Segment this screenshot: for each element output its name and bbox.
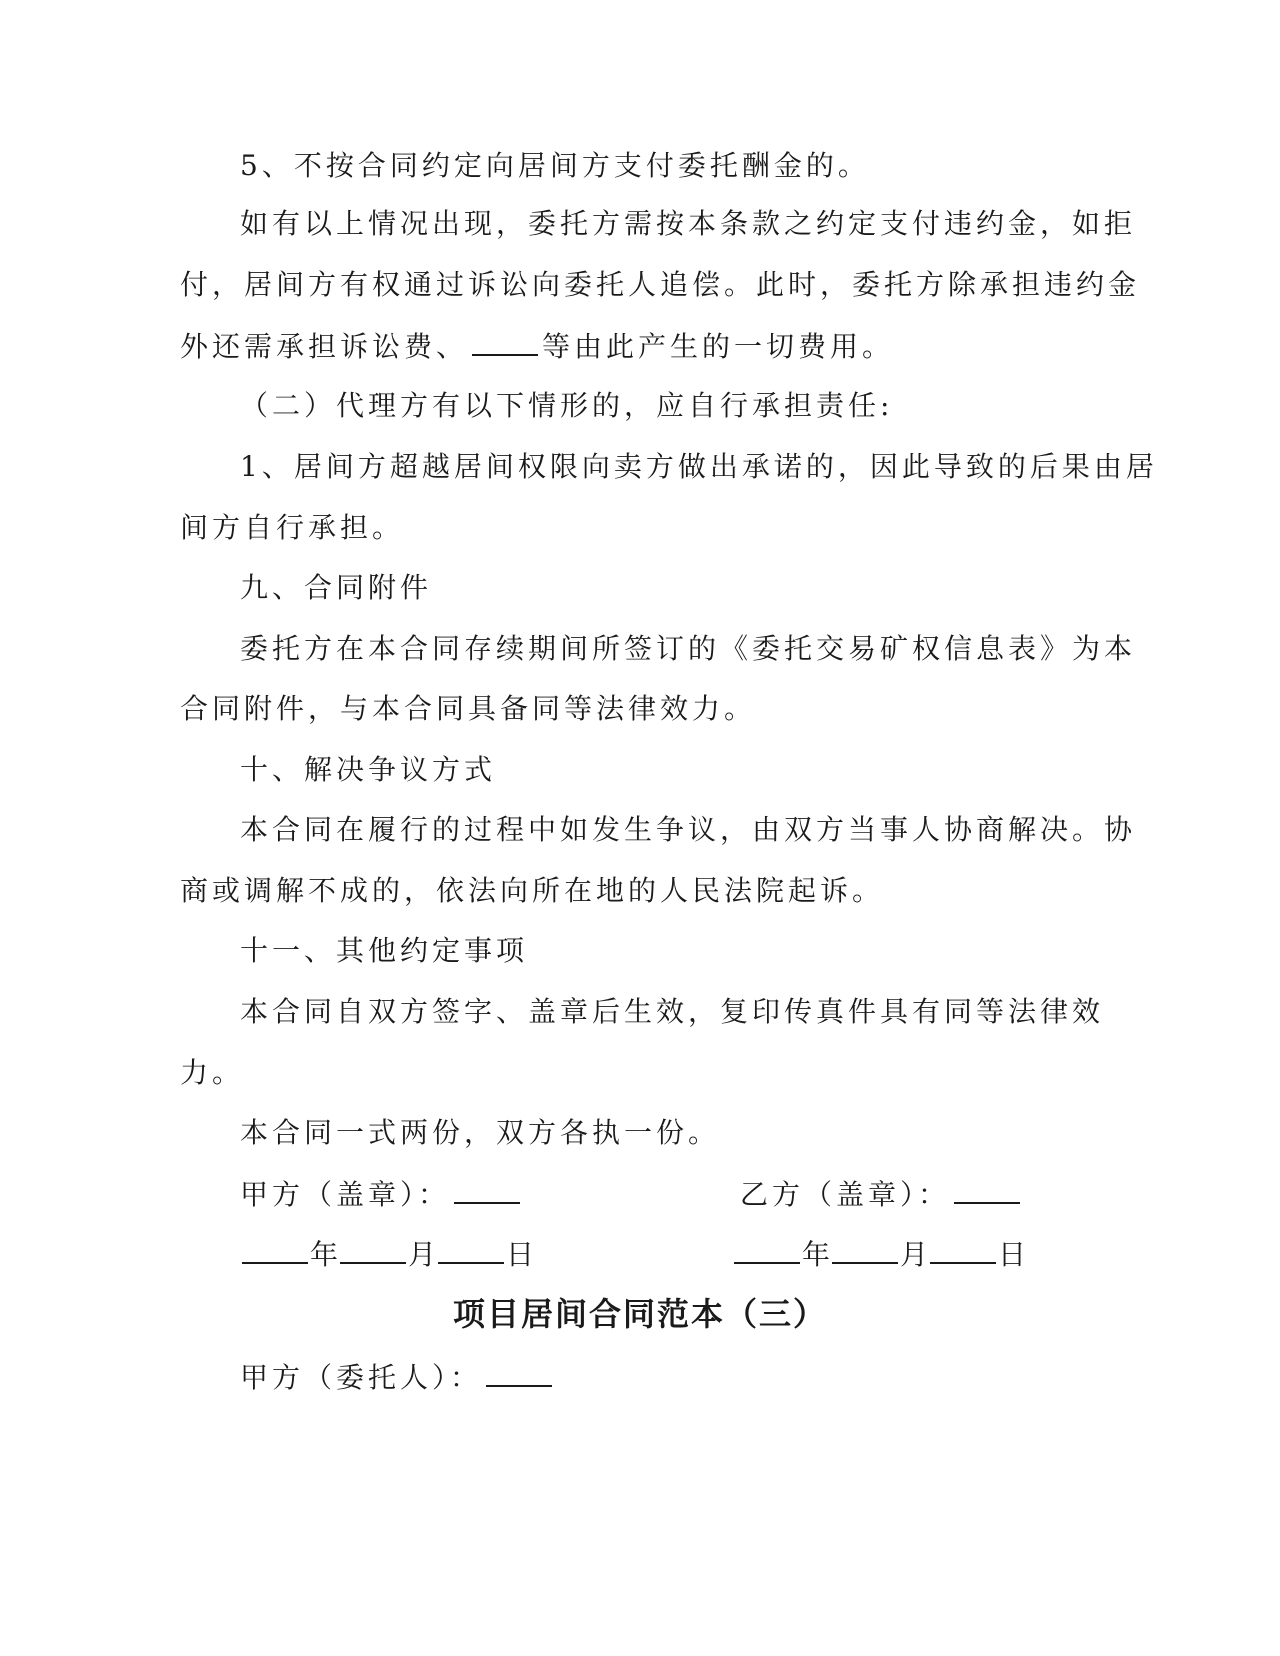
paragraph-line: 本合同自双方签字、盖章后生效，复印传真件具有同等法律效 <box>240 995 1105 1028</box>
day-blank <box>438 1234 504 1264</box>
paragraph-line: 委托方在本合同存续期间所签订的《委托交易矿权信息表》为本 <box>240 632 1137 665</box>
month-label: 月 <box>408 1238 437 1271</box>
month-label: 月 <box>900 1238 929 1271</box>
section-heading-11: 十一、其他约定事项 <box>240 934 529 967</box>
sub-clause-heading: （二）代理方有以下情形的，应自行承担责任: <box>240 389 894 422</box>
month-blank <box>832 1234 898 1264</box>
party-a-client-line <box>240 1357 556 1398</box>
party-a-label: 甲方（盖章）： <box>240 1178 451 1211</box>
party-b-date-line <box>732 1234 1026 1275</box>
section-heading-10: 十、解决争议方式 <box>240 753 497 786</box>
fill-in-blank <box>454 1174 520 1204</box>
month-blank <box>340 1234 406 1264</box>
paragraph-line: 付，居间方有权通过诉讼向委托人追偿。此时，委托方除承担违约金 <box>180 268 1141 301</box>
clause-item-5: 5、不按合同约定向居间方支付委托酬金的。 <box>240 149 870 182</box>
day-label: 日 <box>998 1238 1027 1271</box>
paragraph-line: 间方自行承担。 <box>180 511 405 544</box>
fill-in-blank <box>486 1357 552 1387</box>
paragraph-text: 等由此产生的一切费用。 <box>542 330 895 363</box>
paragraph-line: 本合同在履行的过程中如发生争议，由双方当事人协商解决。协 <box>240 813 1137 846</box>
year-label: 年 <box>802 1238 831 1271</box>
day-blank <box>930 1234 996 1264</box>
year-label: 年 <box>310 1238 339 1271</box>
party-b-seal-line <box>740 1174 1024 1215</box>
party-a-seal-line <box>240 1174 524 1215</box>
section-heading-9: 九、合同附件 <box>240 571 433 604</box>
year-blank <box>734 1234 800 1264</box>
party-b-label: 乙方（盖章）： <box>740 1178 951 1211</box>
paragraph-line: 力。 <box>180 1056 245 1089</box>
paragraph-line: 商或调解不成的，依法向所在地的人民法院起诉。 <box>180 874 885 907</box>
party-a-date-line <box>240 1234 534 1275</box>
day-label: 日 <box>506 1238 535 1271</box>
fill-in-blank <box>472 326 538 356</box>
paragraph-line-with-blank <box>180 326 894 367</box>
paragraph-text: 外还需承担诉讼费、 <box>180 330 469 363</box>
paragraph-line: 如有以上情况出现，委托方需按本条款之约定支付违约金，如拒 <box>240 207 1137 240</box>
party-a-client-label: 甲方（委托人）： <box>240 1361 483 1394</box>
year-blank <box>242 1234 308 1264</box>
paragraph-line: 本合同一式两份，双方各执一份。 <box>240 1116 721 1149</box>
paragraph-line: 合同附件，与本合同具备同等法律效力。 <box>180 692 757 725</box>
clause-item-1: 1、居间方超越居间权限向卖方做出承诺的，因此导致的后果由居 <box>240 450 1158 483</box>
fill-in-blank <box>954 1174 1020 1204</box>
document-title: 项目居间合同范本（三） <box>452 1295 827 1333</box>
